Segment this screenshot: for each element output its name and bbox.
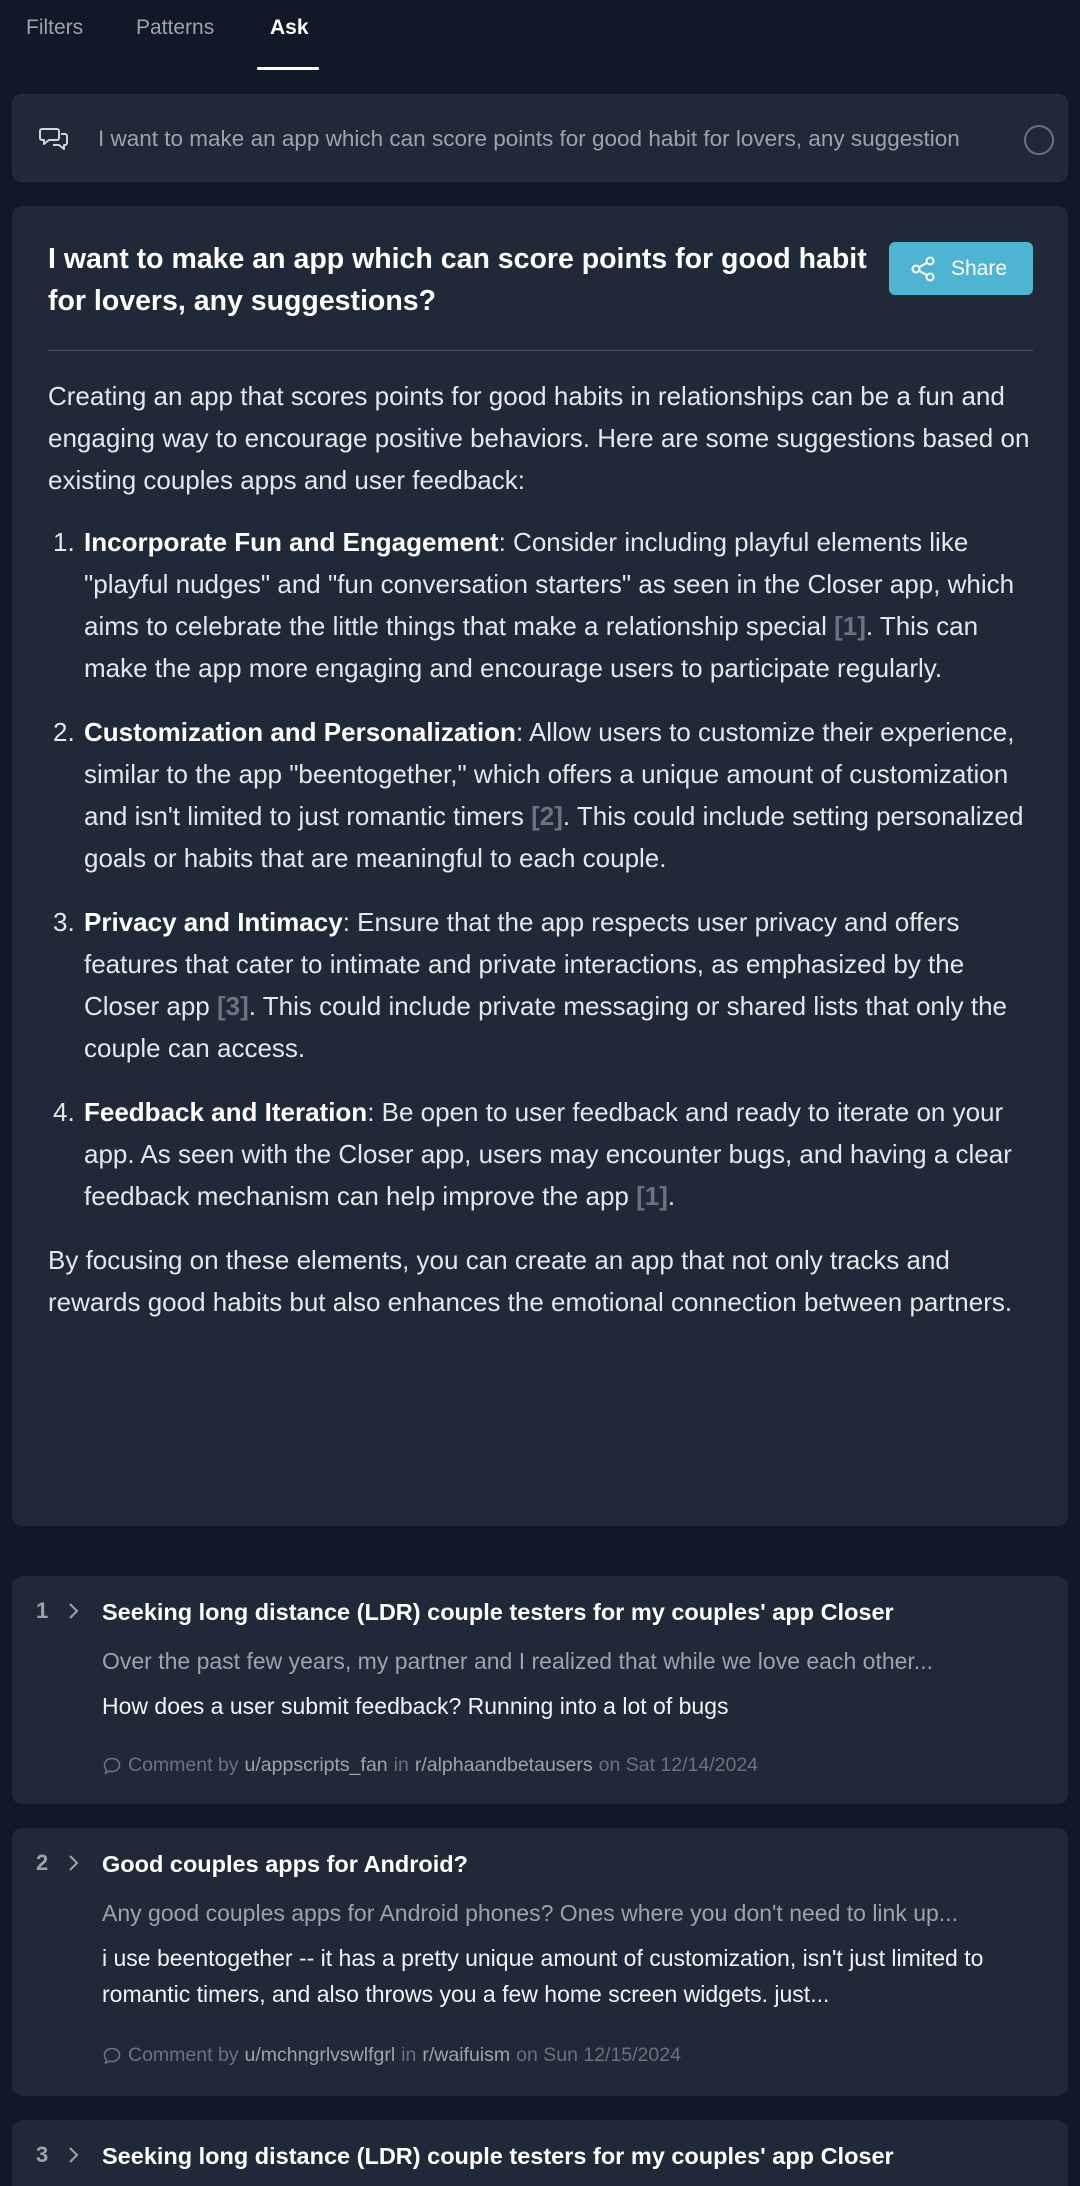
item-number: 3. [53, 907, 75, 937]
item-number: 4. [53, 1097, 75, 1127]
answer-intro: Creating an app that scores points for good habits in relationships can be a fun and engaging way to encourage positive behaviors. Here are some suggestions based on existing couples apps and user feedback: [48, 381, 1030, 495]
item-number: 2. [53, 717, 75, 747]
result-card[interactable] [12, 1576, 1068, 1804]
result-title[interactable]: Good couples apps for Android? [102, 1851, 468, 1877]
item-text: . This could include setting personalized goals or habits that are meaningful to each couple. [84, 801, 1024, 873]
chevron-right-icon[interactable] [66, 1598, 82, 1624]
meta-in: in [393, 1754, 409, 1776]
answer-conclusion: By focusing on these elements, you can create an app that not only tracks and rewards good habits but also enhances the emotional connection between partners. [48, 1245, 1013, 1317]
item-heading: Customization and Personalization [84, 717, 516, 747]
item-text: . [667, 1181, 676, 1211]
answer-title: I want to make an app which can score points for good habit for lovers, any suggestions? [48, 243, 867, 317]
comment-icon [102, 1756, 122, 1776]
meta-prefix: Comment by [128, 2044, 239, 2066]
answer-body [48, 375, 1040, 1343]
result-snippet: Any good couples apps for Android phones? Ones where you don't need to link up... [102, 1900, 958, 1926]
item-text: : Consider including playful elements like "playful nudges" and "fun conversation starters" as seen in the Closer app, which aims to celebrate the little things that make a relationship special [84, 527, 1015, 641]
tab-ask[interactable]: Ask [270, 16, 309, 39]
suggestion-item [48, 711, 1040, 879]
ask-search-bar[interactable] [12, 94, 1068, 182]
chat-bubbles-icon [39, 125, 69, 153]
result-meta [102, 2044, 681, 2067]
chevron-right-icon[interactable] [66, 1850, 82, 1876]
result-rank: 1 [36, 1598, 49, 1623]
item-number: 1. [53, 527, 75, 557]
citation-link[interactable]: [1] [834, 611, 866, 641]
result-meta [102, 1754, 758, 1777]
result-card[interactable] [12, 1828, 1068, 2096]
active-tab-indicator [257, 67, 319, 70]
citation-link[interactable]: [1] [636, 1181, 668, 1211]
item-text: : Be open to user feedback and ready to iterate on your app. As seen with the Closer app, users may encounter bugs, and having a clear feedback mechanism can help improve the app [84, 1097, 1012, 1211]
answer-card [12, 206, 1068, 1526]
result-card[interactable] [12, 2120, 1068, 2186]
item-heading: Incorporate Fun and Engagement [84, 527, 499, 557]
tab-patterns[interactable]: Patterns [136, 16, 215, 39]
item-heading: Privacy and Intimacy [84, 907, 343, 937]
item-text: : Ensure that the app respects user privacy and offers features that cater to intimate and private interactions, as emphasized by the Closer app [84, 907, 965, 1021]
divider [48, 350, 1033, 351]
result-comment: i use beentogether -- it has a pretty unique amount of customization, isn't just limited to romantic timers, and also throws you a few home screen widgets. just... [102, 1945, 984, 2007]
suggestion-item [48, 901, 1040, 1069]
share-icon [909, 255, 937, 283]
meta-prefix: Comment by [128, 1754, 239, 1776]
citation-link[interactable]: [3] [216, 991, 249, 1021]
result-subreddit[interactable]: r/waifuism [422, 2044, 511, 2066]
result-comment: How does a user submit feedback? Running into a lot of bugs [102, 1693, 729, 1719]
result-title[interactable]: Seeking long distance (LDR) couple testers for my couples' app Closer [102, 2143, 894, 2169]
suggestion-item [48, 521, 1040, 689]
result-date: on Sun 12/15/2024 [516, 2044, 681, 2066]
result-user[interactable]: u/mchngrlvswlfgrl [244, 2044, 396, 2066]
result-subreddit[interactable]: r/alphaandbetausers [414, 1754, 593, 1776]
result-rank: 2 [36, 1850, 49, 1875]
result-title[interactable]: Seeking long distance (LDR) couple testers for my couples' app Closer [102, 1599, 894, 1625]
result-snippet: Over the past few years, my partner and I realized that while we love each other... [102, 1648, 933, 1674]
item-text: . This can make the app more engaging and encourage users to participate regularly. [84, 611, 979, 683]
citation-link[interactable]: [2] [531, 801, 563, 831]
share-button[interactable] [889, 242, 1033, 295]
tab-bar [0, 0, 1080, 72]
suggestion-list [48, 521, 1040, 1217]
chevron-right-icon[interactable] [66, 2142, 82, 2168]
item-text: . This could include private messaging or shared lists that only the couple can access. [84, 991, 1008, 1063]
suggestion-item [48, 1091, 1040, 1217]
share-label: Share [951, 256, 1008, 280]
clear-icon[interactable] [1024, 125, 1054, 155]
item-heading: Feedback and Iteration [84, 1097, 368, 1127]
comment-icon [102, 2046, 122, 2066]
search-input[interactable]: I want to make an app which can score points for good habit for lovers, any suggestion [98, 126, 960, 151]
result-date: on Sat 12/14/2024 [598, 1754, 759, 1776]
result-user[interactable]: u/appscripts_fan [244, 1754, 388, 1776]
tab-filters[interactable]: Filters [26, 16, 84, 39]
result-rank: 3 [36, 2142, 49, 2167]
item-text: : Allow users to customize their experience, similar to the app "beentogether," which offers a unique amount of customization and isn't limited to just romantic timers [84, 717, 1015, 831]
meta-in: in [401, 2044, 417, 2066]
